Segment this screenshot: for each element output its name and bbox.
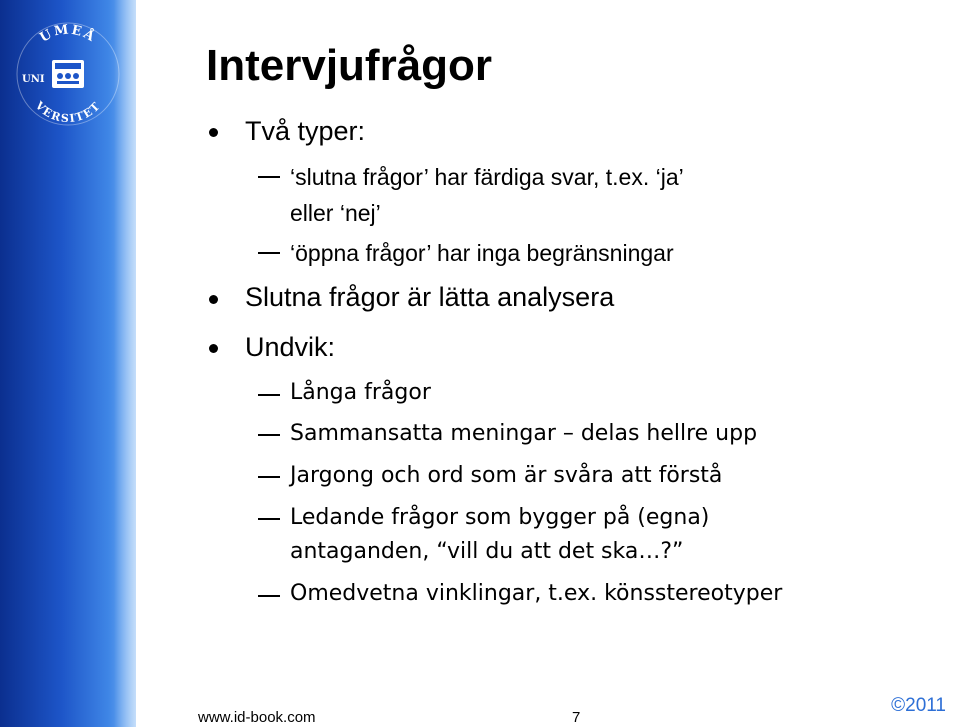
logo-text-side: UNI — [22, 74, 45, 85]
bullet-3-sub-1: Långa frågor — [290, 380, 431, 405]
svg-text:UMEÅ — [37, 22, 99, 45]
dash-mark — [258, 176, 280, 178]
bullet-2-text: Slutna frågor är lätta analysera — [245, 282, 615, 312]
sidebar-band — [0, 0, 136, 727]
svg-text:VERSITET — [32, 98, 103, 125]
logo-text-bottom: VERSITET — [32, 99, 104, 126]
dash-mark — [258, 434, 280, 436]
dash-mark — [258, 252, 280, 254]
bullet-3-sub-2: Sammansatta meningar – delas hellre upp — [290, 421, 758, 446]
dash-mark — [258, 394, 280, 396]
bullet-1-sub-1-line-2: eller ‘nej’ — [290, 200, 381, 226]
logo-text-top: UMEÅ — [37, 22, 99, 46]
bullet-dot — [209, 295, 218, 304]
bullet-1-sub-1-line-1: ‘slutna frågor’ har färdiga svar, t.ex. ‘ja’ — [290, 164, 684, 190]
bullet-dot — [209, 128, 218, 137]
bullet-1-sub-2: ‘öppna frågor’ har inga begränsningar — [290, 240, 674, 266]
dash-mark — [258, 476, 280, 478]
bullet-3-sub-3: Jargong och ord som är svåra att förstå — [290, 463, 723, 488]
bullet-3-text: Undvik: — [245, 332, 336, 362]
university-logo — [14, 20, 122, 128]
copyright: ©2011 — [891, 695, 946, 716]
dash-mark — [258, 518, 280, 520]
footer-url: www.id-book.com — [198, 709, 316, 726]
slide-title: Intervjufrågor — [206, 41, 493, 90]
bullet-dot — [209, 344, 218, 353]
bullet-3-sub-5: Omedvetna vinklingar, t.ex. könsstereotyper — [290, 581, 783, 606]
page-number: 7 — [572, 709, 581, 726]
dash-mark — [258, 595, 280, 597]
bullet-3-sub-4-line-2: antaganden, “vill du att det ska…?” — [290, 539, 684, 564]
bullet-3-sub-4-line-1: Ledande frågor som bygger på (egna) — [290, 505, 710, 530]
bullet-1-text: Två typer: — [245, 116, 366, 146]
